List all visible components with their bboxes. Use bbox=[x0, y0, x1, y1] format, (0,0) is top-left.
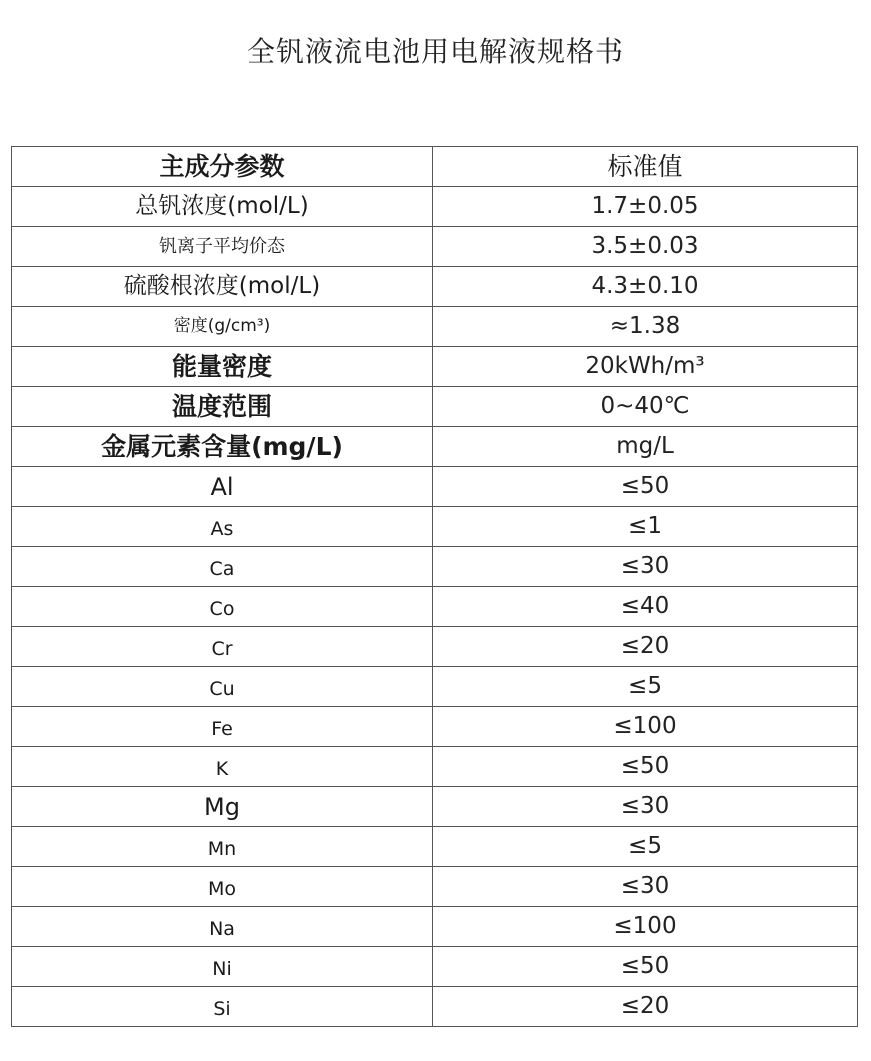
header-value: 标准值 bbox=[433, 147, 858, 187]
element-cell: Mg bbox=[12, 787, 433, 827]
value-cell: ≤30 bbox=[433, 547, 858, 587]
param-cell: 硫酸根浓度(mol/L) bbox=[12, 267, 433, 307]
table-row bbox=[12, 467, 858, 507]
table-row bbox=[12, 867, 858, 907]
param-cell: 能量密度 bbox=[12, 347, 433, 387]
value-cell: 1.7±0.05 bbox=[433, 187, 858, 227]
param-cell: 钒离子平均价态 bbox=[12, 227, 433, 267]
param-cell: 密度(g/cm³) bbox=[12, 307, 433, 347]
table-row bbox=[12, 187, 858, 227]
table-row bbox=[12, 987, 858, 1027]
value-cell: ≤20 bbox=[433, 627, 858, 667]
table-row bbox=[12, 667, 858, 707]
value-cell: ≤100 bbox=[433, 707, 858, 747]
value-cell: ≈1.38 bbox=[433, 307, 858, 347]
table-row bbox=[12, 547, 858, 587]
element-cell: Al bbox=[12, 467, 433, 507]
param-cell: 总钒浓度(mol/L) bbox=[12, 187, 433, 227]
element-cell: As bbox=[12, 507, 433, 547]
document-title: 全钒液流电池用电解液规格书 bbox=[246, 35, 624, 68]
value-cell: mg/L bbox=[433, 427, 858, 467]
table-row bbox=[12, 267, 858, 307]
element-cell: Si bbox=[12, 987, 433, 1027]
element-cell: Fe bbox=[12, 707, 433, 747]
value-cell: ≤5 bbox=[433, 827, 858, 867]
element-cell: K bbox=[12, 747, 433, 787]
value-cell: ≤50 bbox=[433, 467, 858, 507]
element-cell: Mn bbox=[12, 827, 433, 867]
value-cell: ≤20 bbox=[433, 987, 858, 1027]
table-header-row bbox=[12, 147, 858, 187]
param-cell: 金属元素含量(mg/L) bbox=[12, 427, 433, 467]
value-cell: ≤5 bbox=[433, 667, 858, 707]
table-row bbox=[12, 627, 858, 667]
table-row bbox=[12, 427, 858, 467]
table-row bbox=[12, 507, 858, 547]
element-cell: Cr bbox=[12, 627, 433, 667]
spec-table bbox=[11, 146, 858, 1027]
value-cell: ≤100 bbox=[433, 907, 858, 947]
table-row bbox=[12, 307, 858, 347]
value-cell: ≤50 bbox=[433, 947, 858, 987]
table-row bbox=[12, 387, 858, 427]
value-cell: ≤1 bbox=[433, 507, 858, 547]
header-param: 主成分参数 bbox=[12, 147, 433, 187]
value-cell: 20kWh/m³ bbox=[433, 347, 858, 387]
value-cell: 3.5±0.03 bbox=[433, 227, 858, 267]
value-cell: ≤50 bbox=[433, 747, 858, 787]
value-cell: ≤30 bbox=[433, 867, 858, 907]
table-row bbox=[12, 827, 858, 867]
table-row bbox=[12, 787, 858, 827]
value-cell: 0~40℃ bbox=[433, 387, 858, 427]
table-row bbox=[12, 347, 858, 387]
table-row bbox=[12, 227, 858, 267]
table-row bbox=[12, 587, 858, 627]
table-row bbox=[12, 707, 858, 747]
value-cell: ≤40 bbox=[433, 587, 858, 627]
table-row bbox=[12, 747, 858, 787]
element-cell: Ni bbox=[12, 947, 433, 987]
element-cell: Cu bbox=[12, 667, 433, 707]
table-row bbox=[12, 907, 858, 947]
element-cell: Co bbox=[12, 587, 433, 627]
value-cell: 4.3±0.10 bbox=[433, 267, 858, 307]
element-cell: Ca bbox=[12, 547, 433, 587]
element-cell: Mo bbox=[12, 867, 433, 907]
value-cell: ≤30 bbox=[433, 787, 858, 827]
table-row bbox=[12, 947, 858, 987]
element-cell: Na bbox=[12, 907, 433, 947]
param-cell: 温度范围 bbox=[12, 387, 433, 427]
